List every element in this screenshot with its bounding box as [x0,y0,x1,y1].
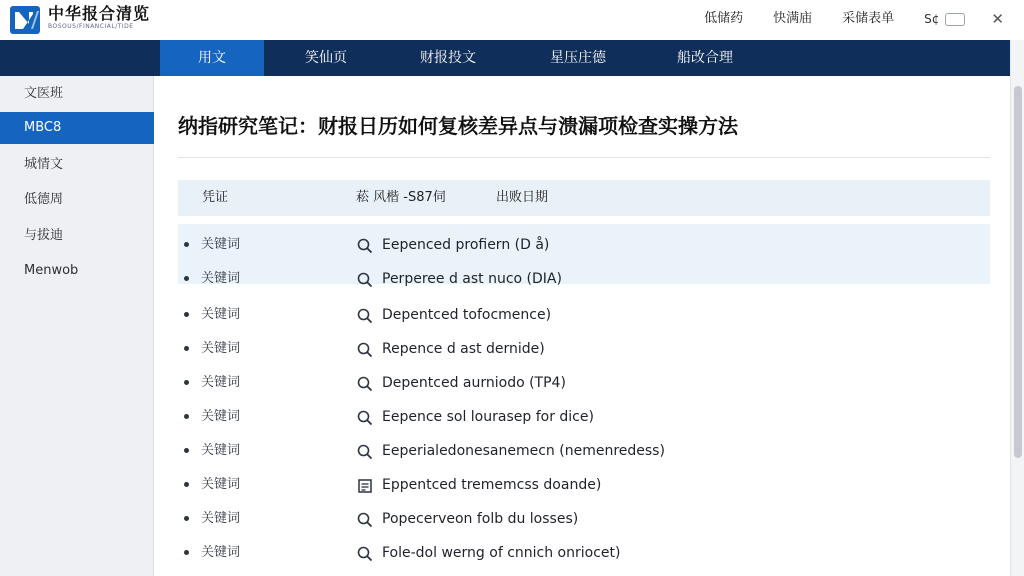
row-text[interactable]: Eepenced profiern (D å) [382,237,550,253]
row-text[interactable]: Eepence sol lourasep for dice) [382,409,594,425]
n-logo-icon[interactable] [10,6,40,34]
search-icon[interactable] [357,444,373,460]
bullet-icon [184,276,189,281]
search-icon[interactable] [357,342,373,358]
sidebar-item-2[interactable]: MBC8 [0,112,154,144]
sidebar-item-5[interactable]: 与拔迪 [24,228,64,243]
sidebar-item-1[interactable]: 文医班 [24,86,64,101]
nav-tab-5[interactable]: 船改合理 [677,50,733,66]
row-text[interactable]: Fole-dol werng of cnnich onriocet) [382,545,621,561]
list-item[interactable] [178,502,990,536]
brand[interactable] [48,5,150,31]
table-header [178,180,990,216]
list-item[interactable] [178,400,990,434]
bullet-icon [184,414,189,419]
keyword-label: 关键词 [201,511,241,526]
list-item[interactable] [178,366,990,400]
top-link-3[interactable]: 采储表单 [842,11,895,26]
nav-tab-4[interactable]: 星压庄德 [550,50,606,66]
bullet-icon [184,346,189,351]
scrollbar-thumb[interactable] [1014,86,1022,458]
title-divider [178,157,990,158]
window-toggle-icon[interactable] [945,13,965,26]
search-icon[interactable] [357,512,373,528]
row-text[interactable]: Depentced tofocmence) [382,307,552,323]
top-link-1[interactable]: 低储药 [704,11,744,26]
list-item[interactable] [178,434,990,468]
row-text[interactable]: Eeperialedonesanemecn (nemenredess) [382,443,665,459]
list-item[interactable] [178,298,990,332]
keyword-label: 关键词 [201,545,241,560]
list-item[interactable] [178,536,990,570]
main-content [154,76,1010,576]
nav-tab-3[interactable]: 财报投文 [420,50,476,66]
keyword-label: 关键词 [201,409,241,424]
nav-tab-2[interactable]: 笑仙页 [305,50,347,66]
keyword-label: 关键词 [201,307,241,322]
page-title: 纳指研究笔记：财报日历如何复核差异点与溃漏项检查实操方法 [178,114,738,138]
list-item[interactable] [178,262,990,296]
column-header-1[interactable]: 凭证 [202,190,229,205]
list-item[interactable] [178,332,990,366]
keyword-label: 关键词 [201,271,241,286]
row-text[interactable]: Depentced aurniodo (TP4) [382,375,566,391]
search-icon[interactable] [357,410,373,426]
search-icon[interactable] [357,376,373,392]
row-text[interactable]: Eppentced trememcss doande) [382,477,602,493]
top-header [0,0,1024,40]
close-icon[interactable]: ✕ [991,10,1004,28]
nav-tab-1[interactable]: 用文 [160,40,264,76]
sidebar-item-4[interactable]: 低德周 [24,192,64,207]
list-item[interactable] [178,228,990,262]
keyword-label: 关键词 [201,237,241,252]
bullet-icon [184,312,189,317]
sidebar-item-3[interactable]: 城情文 [24,157,64,172]
bullet-icon [184,550,189,555]
list-item[interactable] [178,468,990,502]
bullet-icon [184,242,189,247]
search-icon[interactable] [357,272,373,288]
column-header-3[interactable]: 出败日期 [496,190,549,205]
column-header-2[interactable]: 菘 风楷 -S87伺 [356,190,446,205]
bullet-icon [184,380,189,385]
row-text[interactable]: Repence d ast dernide) [382,341,545,357]
main-nav [0,40,1010,76]
document-icon[interactable] [357,478,373,494]
language-switch[interactable]: S¢ [924,12,940,26]
brand-subtitle: BOSOUS/FINANCIAL/TIDE [48,23,134,30]
keyword-label: 关键词 [201,341,241,356]
bullet-icon [184,448,189,453]
brand-name: 中华报合清览 [48,4,151,23]
top-links [704,10,1004,28]
sidebar [0,76,154,576]
keyword-label: 关键词 [201,477,241,492]
bullet-icon [184,516,189,521]
search-icon[interactable] [357,546,373,562]
search-icon[interactable] [357,308,373,324]
top-link-2[interactable]: 快满庙 [773,11,813,26]
keyword-label: 关键词 [201,443,241,458]
vertical-scrollbar[interactable] [1010,40,1024,576]
sidebar-item-6[interactable]: Menwob [24,263,79,278]
row-text[interactable]: Popecerveon folb du losses) [382,511,579,527]
keyword-label: 关键词 [201,375,241,390]
row-text[interactable]: Perperee d ast nuco (DIA) [382,271,562,287]
search-icon[interactable] [357,238,373,254]
bullet-icon [184,482,189,487]
